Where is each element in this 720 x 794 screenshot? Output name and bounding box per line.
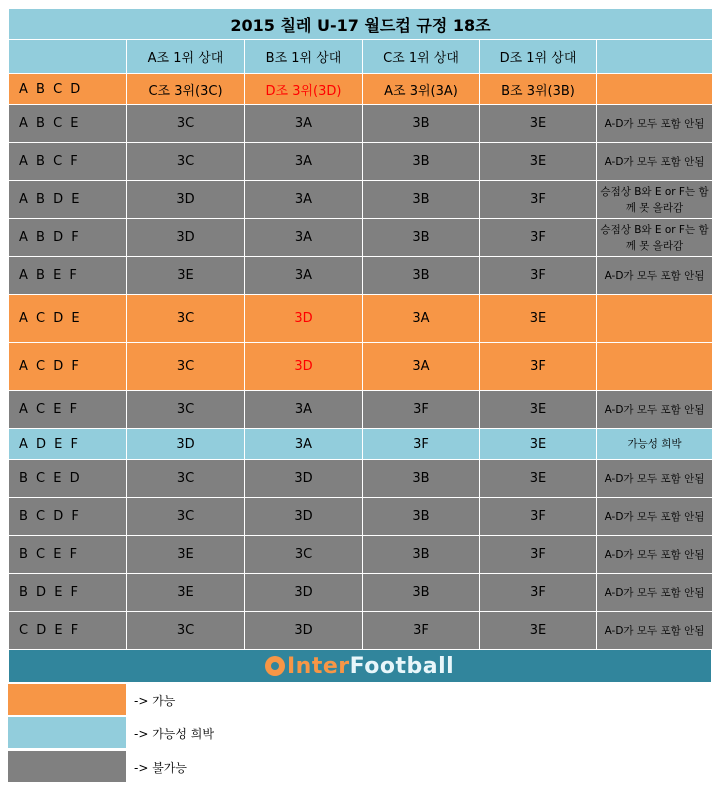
header-cell-b: B조 1위 상대 [245, 40, 363, 74]
table-row [9, 219, 713, 257]
table-row [9, 536, 713, 574]
cell-vs-a: 3C [127, 612, 245, 650]
cell-vs-c: 3B [363, 143, 480, 181]
cell-vs-d: 3E [480, 295, 597, 343]
table-row [9, 181, 713, 219]
table-row [9, 343, 713, 391]
cell-combo: A B C F [9, 143, 127, 181]
cell-combo: A B C D [9, 74, 127, 105]
cell-note [597, 343, 713, 391]
cell-vs-b: 3A [245, 143, 363, 181]
cell-vs-a: 3C [127, 391, 245, 429]
table-row [9, 612, 713, 650]
cell-vs-d: 3F [480, 181, 597, 219]
cell-vs-b: 3D [245, 574, 363, 612]
cell-note: A-D가 모두 포함 안됨 [597, 536, 713, 574]
cell-note: A-D가 모두 포함 안됨 [597, 105, 713, 143]
cell-vs-b: 3D [245, 295, 363, 343]
legend-swatch [8, 684, 126, 715]
cell-combo: B C E F [9, 536, 127, 574]
cell-vs-b: 3C [245, 536, 363, 574]
cell-note: A-D가 모두 포함 안됨 [597, 612, 713, 650]
cell-vs-d: 3F [480, 498, 597, 536]
header-cell-c: C조 1위 상대 [363, 40, 480, 74]
cell-vs-b: 3D [245, 498, 363, 536]
cell-vs-b: 3A [245, 181, 363, 219]
cell-vs-c: 3B [363, 181, 480, 219]
legend-label: -> 가능 [134, 694, 176, 708]
cell-vs-c: 3F [363, 429, 480, 460]
cell-note [597, 74, 713, 105]
legend-item [8, 684, 718, 715]
cell-vs-a: 3D [127, 181, 245, 219]
cell-vs-c: A조 3위(3A) [363, 74, 480, 105]
cell-vs-c: 3A [363, 295, 480, 343]
cell-vs-b: D조 3위(3D) [245, 74, 363, 105]
cell-note [597, 295, 713, 343]
legend-item [8, 717, 718, 748]
page-title: 2015 칠레 U-17 월드컵 규정 18조 [9, 9, 713, 40]
legend-swatch [8, 751, 126, 782]
cell-vs-b: 3D [245, 612, 363, 650]
cell-vs-d: 3F [480, 257, 597, 295]
table-row [9, 429, 713, 460]
cell-note: A-D가 모두 포함 안됨 [597, 257, 713, 295]
cell-combo: A C E F [9, 391, 127, 429]
header-cell-combo [9, 40, 127, 74]
legend-label: -> 불가능 [134, 761, 187, 775]
logo-ball-icon [265, 656, 285, 676]
logo-band [8, 650, 712, 682]
table-row [9, 74, 713, 105]
cell-vs-b: 3A [245, 391, 363, 429]
header-cell-a: A조 1위 상대 [127, 40, 245, 74]
cell-note: 가능성 희박 [597, 429, 713, 460]
cell-vs-a: 3E [127, 536, 245, 574]
cell-vs-a: C조 3위(3C) [127, 74, 245, 105]
cell-note: A-D가 모두 포함 안됨 [597, 460, 713, 498]
header-cell-note [597, 40, 713, 74]
header-cell-d: D조 1위 상대 [480, 40, 597, 74]
header-row [9, 40, 713, 74]
cell-note: 승점상 B와 E or F는 함께 못 올라감 [597, 219, 713, 257]
table-row [9, 295, 713, 343]
table-row [9, 460, 713, 498]
cell-vs-d: 3F [480, 219, 597, 257]
cell-combo: C D E F [9, 612, 127, 650]
cell-note: A-D가 모두 포함 안됨 [597, 498, 713, 536]
cell-combo: B C D F [9, 498, 127, 536]
cell-vs-d: 3F [480, 343, 597, 391]
table-row [9, 391, 713, 429]
cell-vs-c: 3B [363, 219, 480, 257]
cell-vs-c: 3B [363, 257, 480, 295]
cell-combo: A C D E [9, 295, 127, 343]
cell-combo: B C E D [9, 460, 127, 498]
cell-vs-b: 3A [245, 257, 363, 295]
cell-vs-d: 3F [480, 574, 597, 612]
legend-swatch [8, 717, 126, 748]
cell-vs-a: 3E [127, 574, 245, 612]
legend-label: -> 가능성 희박 [134, 727, 214, 741]
rule-table [8, 8, 713, 650]
cell-vs-a: 3C [127, 143, 245, 181]
cell-vs-b: 3D [245, 343, 363, 391]
table-row [9, 105, 713, 143]
cell-vs-d: 3F [480, 536, 597, 574]
table-row [9, 257, 713, 295]
cell-vs-a: 3C [127, 498, 245, 536]
cell-vs-d: 3E [480, 143, 597, 181]
cell-combo: A B D E [9, 181, 127, 219]
cell-vs-b: 3A [245, 429, 363, 460]
cell-vs-c: 3B [363, 498, 480, 536]
cell-combo: A B D F [9, 219, 127, 257]
cell-vs-d: 3E [480, 429, 597, 460]
cell-vs-a: 3D [127, 429, 245, 460]
cell-vs-b: 3D [245, 460, 363, 498]
table-row [9, 574, 713, 612]
cell-vs-c: 3B [363, 460, 480, 498]
interfootball-logo [265, 652, 454, 680]
cell-vs-c: 3B [363, 105, 480, 143]
legend-item [8, 751, 718, 782]
cell-note: A-D가 모두 포함 안됨 [597, 143, 713, 181]
cell-vs-b: 3A [245, 219, 363, 257]
cell-combo: B D E F [9, 574, 127, 612]
cell-vs-c: 3B [363, 574, 480, 612]
table-row [9, 143, 713, 181]
cell-note: A-D가 모두 포함 안됨 [597, 574, 713, 612]
logo-text-football: Football [349, 653, 455, 679]
cell-vs-c: 3B [363, 536, 480, 574]
cell-note: 승점상 B와 E or F는 함께 못 올라감 [597, 181, 713, 219]
cell-vs-a: 3C [127, 295, 245, 343]
cell-combo: A B C E [9, 105, 127, 143]
cell-vs-c: 3A [363, 343, 480, 391]
cell-combo: A D E F [9, 429, 127, 460]
cell-vs-a: 3C [127, 105, 245, 143]
cell-combo: A C D F [9, 343, 127, 391]
cell-vs-d: 3E [480, 460, 597, 498]
cell-vs-c: 3F [363, 612, 480, 650]
cell-vs-a: 3D [127, 219, 245, 257]
cell-vs-a: 3C [127, 460, 245, 498]
cell-vs-c: 3F [363, 391, 480, 429]
cell-vs-d: B조 3위(3B) [480, 74, 597, 105]
cell-vs-d: 3E [480, 105, 597, 143]
table-row [9, 498, 713, 536]
cell-vs-a: 3C [127, 343, 245, 391]
logo-text-inter: Inter [287, 653, 350, 679]
cell-vs-d: 3E [480, 391, 597, 429]
cell-vs-a: 3E [127, 257, 245, 295]
cell-vs-d: 3E [480, 612, 597, 650]
bracket-rule-table [8, 8, 712, 682]
cell-note: A-D가 모두 포함 안됨 [597, 391, 713, 429]
cell-combo: A B E F [9, 257, 127, 295]
title-row [9, 9, 713, 40]
cell-vs-b: 3A [245, 105, 363, 143]
